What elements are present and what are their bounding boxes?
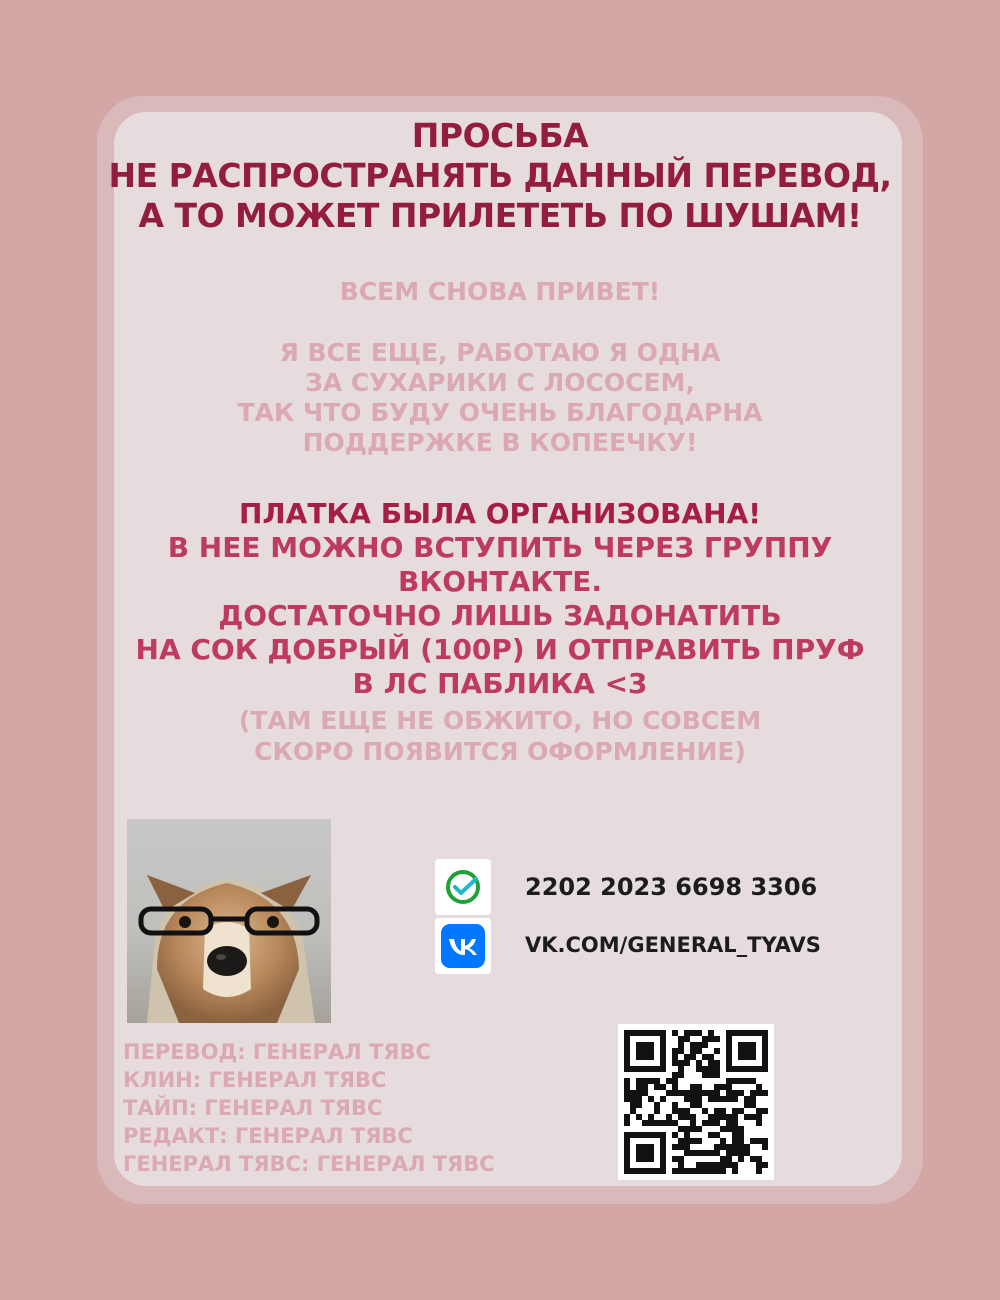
qr-module	[708, 1114, 714, 1120]
qr-module	[702, 1036, 708, 1042]
qr-module	[684, 1138, 690, 1144]
platka-line: В НЕЕ МОЖНО ВСТУПИТЬ ЧЕРЕЗ ГРУППУ	[167, 531, 833, 564]
qr-module	[684, 1150, 690, 1156]
qr-module	[690, 1084, 696, 1090]
qr-module	[624, 1084, 630, 1090]
qr-module	[756, 1090, 762, 1096]
qr-module	[678, 1042, 684, 1048]
qr-module	[714, 1066, 720, 1072]
qr-module	[732, 1096, 738, 1102]
heading-line: ПРОСЬБА	[411, 116, 589, 155]
qr-module	[648, 1114, 654, 1120]
qr-module	[750, 1078, 756, 1084]
qr-module	[696, 1048, 702, 1054]
qr-module	[672, 1060, 678, 1066]
qr-module	[708, 1132, 714, 1138]
qr-module	[756, 1114, 762, 1120]
qr-module	[696, 1126, 702, 1132]
qr-module	[678, 1114, 684, 1120]
qr-module	[666, 1078, 672, 1084]
qr-module	[738, 1138, 744, 1144]
qr-module	[690, 1054, 696, 1060]
qr-module	[642, 1078, 648, 1084]
qr-module	[690, 1150, 696, 1156]
qr-module	[720, 1108, 726, 1114]
qr-module	[696, 1084, 702, 1090]
qr-module	[756, 1138, 762, 1144]
qr-module	[678, 1162, 684, 1168]
qr-module	[684, 1036, 690, 1042]
qr-module	[696, 1138, 702, 1144]
qr-module	[726, 1126, 732, 1132]
qr-module	[690, 1096, 696, 1102]
qr-module	[654, 1078, 660, 1084]
platka-announcement	[0, 497, 1000, 701]
qr-module	[678, 1090, 684, 1096]
qr-module	[678, 1126, 684, 1132]
qr-code-pattern	[618, 1024, 774, 1180]
qr-module	[696, 1060, 702, 1066]
qr-module	[726, 1084, 732, 1090]
qr-module	[720, 1156, 726, 1162]
qr-module	[720, 1084, 726, 1090]
qr-module	[630, 1096, 636, 1102]
qr-module	[762, 1144, 768, 1150]
message-line: ЗА СУХАРИКИ С ЛОСОСЕМ,	[305, 368, 695, 397]
heading-line: А ТО МОЖЕТ ПРИЛЕТЕТЬ ПО ШУШАМ!	[138, 196, 862, 235]
qr-module	[672, 1090, 678, 1096]
qr-module	[636, 1102, 642, 1108]
qr-module	[642, 1090, 648, 1096]
qr-module	[714, 1090, 720, 1096]
qr-module	[720, 1126, 726, 1132]
qr-module	[678, 1144, 684, 1150]
heading	[0, 116, 1000, 236]
qr-module	[708, 1120, 714, 1126]
qr-module	[726, 1096, 732, 1102]
qr-module	[672, 1168, 678, 1174]
qr-module	[684, 1060, 690, 1066]
qr-module	[708, 1054, 714, 1060]
qr-module	[714, 1144, 720, 1150]
qr-module	[702, 1066, 708, 1072]
qr-module	[672, 1084, 678, 1090]
greeting	[0, 277, 1000, 307]
support-message	[0, 338, 1000, 458]
qr-module	[690, 1168, 696, 1174]
qr-module	[708, 1096, 714, 1102]
message-line: ТАК ЧТО БУДУ ОЧЕНЬ БЛАГОДАРНА	[237, 398, 763, 427]
qr-module	[648, 1120, 654, 1126]
qr-module	[732, 1150, 738, 1156]
qr-module	[732, 1108, 738, 1114]
qr-module	[714, 1084, 720, 1090]
qr-module	[690, 1102, 696, 1108]
qr-module	[708, 1060, 714, 1066]
qr-module	[756, 1108, 762, 1114]
qr-module	[636, 1084, 642, 1090]
qr-module	[690, 1114, 696, 1120]
qr-module	[672, 1108, 678, 1114]
qr-module	[654, 1084, 660, 1090]
qr-module	[678, 1048, 684, 1054]
qr-module	[672, 1030, 678, 1036]
qr-module	[744, 1144, 750, 1150]
qr-module	[732, 1126, 738, 1132]
qr-module	[654, 1108, 660, 1114]
qr-module	[738, 1090, 744, 1096]
qr-module	[732, 1132, 738, 1138]
qr-module	[684, 1096, 690, 1102]
qr-module	[690, 1048, 696, 1054]
qr-module	[696, 1096, 702, 1102]
qr-module	[678, 1168, 684, 1174]
qr-module	[648, 1096, 654, 1102]
qr-module	[714, 1162, 720, 1168]
qr-module	[714, 1036, 720, 1042]
message-line: ПОДДЕРЖКЕ В КОПЕЕЧКУ!	[302, 428, 698, 457]
qr-module	[672, 1132, 678, 1138]
qr-module	[678, 1108, 684, 1114]
qr-module	[684, 1168, 690, 1174]
qr-module	[738, 1156, 744, 1162]
credits	[123, 1038, 495, 1178]
qr-module	[678, 1036, 684, 1042]
qr-module	[714, 1048, 720, 1054]
credit-line: ТАЙП: ГЕНЕРАЛ ТЯВС	[123, 1096, 383, 1120]
qr-module	[672, 1102, 678, 1108]
qr-module	[702, 1120, 708, 1126]
qr-module	[708, 1150, 714, 1156]
qr-module	[750, 1114, 756, 1120]
qr-module	[732, 1162, 738, 1168]
qr-module	[624, 1120, 630, 1126]
qr-module	[660, 1084, 666, 1090]
qr-module	[732, 1078, 738, 1084]
qr-module	[642, 1120, 648, 1126]
message-line: Я ВСЕ ЕЩЕ, РАБОТАЮ Я ОДНА	[279, 338, 721, 367]
qr-module	[720, 1138, 726, 1144]
qr-module	[744, 1150, 750, 1156]
qr-module	[666, 1090, 672, 1096]
qr-module	[696, 1150, 702, 1156]
dog-with-glasses-photo	[127, 819, 331, 1023]
qr-module	[636, 1078, 642, 1084]
qr-module	[702, 1150, 708, 1156]
platka-line: НА СОК ДОБРЫЙ (100Р) И ОТПРАВИТЬ ПРУФ	[135, 633, 865, 666]
qr-module	[762, 1090, 768, 1096]
qr-module	[648, 1078, 654, 1084]
qr-module	[702, 1042, 708, 1048]
vk-link[interactable]: VK.COM/GENERAL_TYAVS	[525, 933, 821, 957]
qr-module	[702, 1054, 708, 1060]
qr-module	[744, 1096, 750, 1102]
qr-module	[732, 1090, 738, 1096]
platka-line: В ЛС ПАБЛИКА <3	[352, 667, 648, 700]
qr-module	[726, 1078, 732, 1084]
qr-module	[630, 1102, 636, 1108]
qr-module	[732, 1168, 738, 1174]
qr-module	[708, 1066, 714, 1072]
qr-module	[684, 1030, 690, 1036]
qr-module	[732, 1144, 738, 1150]
qr-module	[690, 1042, 696, 1048]
qr-module	[726, 1090, 732, 1096]
qr-module	[726, 1120, 732, 1126]
qr-module	[726, 1156, 732, 1162]
qr-module	[714, 1072, 720, 1078]
qr-module	[696, 1090, 702, 1096]
qr-module	[660, 1096, 666, 1102]
qr-module	[702, 1168, 708, 1174]
qr-module	[672, 1078, 678, 1084]
qr-module	[720, 1144, 726, 1150]
qr-module	[678, 1072, 684, 1078]
qr-module	[630, 1108, 636, 1114]
credit-line: РЕДАКТ: ГЕНЕРАЛ ТЯВС	[123, 1124, 413, 1148]
qr-module	[654, 1120, 660, 1126]
credit-line: КЛИН: ГЕНЕРАЛ ТЯВС	[123, 1068, 387, 1092]
qr-module	[678, 1138, 684, 1144]
qr-module	[762, 1138, 768, 1144]
platka-line: ДОСТАТОЧНО ЛИШЬ ЗАДОНАТИТЬ	[218, 599, 782, 632]
qr-module	[708, 1090, 714, 1096]
qr-module	[732, 1138, 738, 1144]
qr-module	[696, 1168, 702, 1174]
note-line: (ТАМ ЕЩЕ НЕ ОБЖИТО, НО СОВСЕМ	[238, 706, 762, 735]
qr-module	[630, 1090, 636, 1096]
qr-module	[726, 1150, 732, 1156]
qr-module	[726, 1162, 732, 1168]
qr-module	[636, 1114, 642, 1120]
qr-module	[624, 1114, 630, 1120]
heading-line: НЕ РАСПРОСТРАНЯТЬ ДАННЫЙ ПЕРЕВОД,	[108, 156, 892, 195]
qr-module	[750, 1138, 756, 1144]
note	[0, 705, 1000, 767]
qr-module	[738, 1150, 744, 1156]
qr-module	[762, 1162, 768, 1168]
qr-module	[696, 1066, 702, 1072]
qr-module	[720, 1096, 726, 1102]
qr-code[interactable]	[618, 1024, 774, 1180]
qr-module	[678, 1060, 684, 1066]
qr-module	[738, 1126, 744, 1132]
credit-line: ГЕНЕРАЛ ТЯВС: ГЕНЕРАЛ ТЯВС	[123, 1152, 495, 1176]
qr-module	[750, 1090, 756, 1096]
qr-module	[756, 1084, 762, 1090]
qr-module	[702, 1072, 708, 1078]
qr-module	[672, 1144, 678, 1150]
qr-module	[702, 1108, 708, 1114]
qr-module	[714, 1120, 720, 1126]
qr-module	[690, 1030, 696, 1036]
qr-module	[672, 1072, 678, 1078]
qr-module	[690, 1090, 696, 1096]
qr-module	[756, 1162, 762, 1168]
qr-module	[750, 1096, 756, 1102]
qr-module	[654, 1102, 660, 1108]
note-line: СКОРО ПОЯВИТСЯ ОФОРМЛЕНИЕ)	[254, 737, 746, 766]
qr-module	[696, 1030, 702, 1036]
qr-module	[624, 1078, 630, 1084]
qr-module	[738, 1144, 744, 1150]
qr-module	[744, 1078, 750, 1084]
qr-module	[708, 1072, 714, 1078]
qr-module	[684, 1054, 690, 1060]
qr-module	[708, 1162, 714, 1168]
qr-module	[756, 1156, 762, 1162]
qr-module	[684, 1144, 690, 1150]
qr-module	[672, 1054, 678, 1060]
qr-module	[636, 1090, 642, 1096]
qr-module	[756, 1168, 762, 1174]
qr-module	[666, 1114, 672, 1120]
qr-module	[744, 1102, 750, 1108]
qr-module	[636, 1096, 642, 1102]
qr-module	[732, 1114, 738, 1120]
qr-module	[726, 1114, 732, 1120]
qr-module	[672, 1156, 678, 1162]
qr-module	[672, 1048, 678, 1054]
qr-module	[750, 1156, 756, 1162]
qr-module	[756, 1120, 762, 1126]
qr-module	[714, 1150, 720, 1156]
qr-module	[690, 1126, 696, 1132]
qr-module	[624, 1096, 630, 1102]
qr-module	[738, 1108, 744, 1114]
dog-illustration	[127, 819, 331, 1023]
platka-line: ВКОНТАКТЕ.	[398, 565, 602, 598]
qr-module	[720, 1162, 726, 1168]
qr-module	[750, 1102, 756, 1108]
qr-module	[726, 1144, 732, 1150]
qr-module	[624, 1090, 630, 1096]
credit-line: ПЕРЕВОД: ГЕНЕРАЛ ТЯВС	[123, 1040, 431, 1064]
qr-module	[684, 1108, 690, 1114]
qr-module	[684, 1114, 690, 1120]
platka-line: ПЛАТКА БЫЛА ОРГАНИЗОВАНА!	[238, 497, 762, 530]
qr-module	[738, 1078, 744, 1084]
qr-module	[714, 1114, 720, 1120]
qr-module	[708, 1030, 714, 1036]
vk-icon	[435, 918, 491, 974]
qr-module	[720, 1114, 726, 1120]
qr-module	[720, 1168, 726, 1174]
qr-module	[684, 1126, 690, 1132]
qr-module	[678, 1156, 684, 1162]
qr-module	[702, 1162, 708, 1168]
qr-module	[696, 1162, 702, 1168]
qr-module	[690, 1138, 696, 1144]
qr-module	[702, 1090, 708, 1096]
qr-module	[642, 1084, 648, 1090]
qr-module	[714, 1060, 720, 1066]
qr-module	[744, 1114, 750, 1120]
qr-module	[714, 1108, 720, 1114]
qr-module	[708, 1036, 714, 1042]
qr-module	[678, 1066, 684, 1072]
qr-module	[714, 1168, 720, 1174]
qr-module	[714, 1096, 720, 1102]
sber-icon	[435, 859, 491, 915]
qr-module	[738, 1132, 744, 1138]
qr-module	[732, 1120, 738, 1126]
qr-module	[762, 1108, 768, 1114]
qr-module	[708, 1168, 714, 1174]
qr-module	[690, 1120, 696, 1126]
qr-module	[696, 1042, 702, 1048]
greeting-text: ВСЕМ СНОВА ПРИВЕТ!	[339, 277, 661, 306]
qr-module	[666, 1120, 672, 1126]
qr-module	[684, 1090, 690, 1096]
qr-module	[714, 1132, 720, 1138]
qr-module	[684, 1132, 690, 1138]
card-number: 2202 2023 6698 3306	[525, 873, 818, 901]
qr-module	[660, 1120, 666, 1126]
qr-module	[696, 1102, 702, 1108]
qr-module	[672, 1120, 678, 1126]
